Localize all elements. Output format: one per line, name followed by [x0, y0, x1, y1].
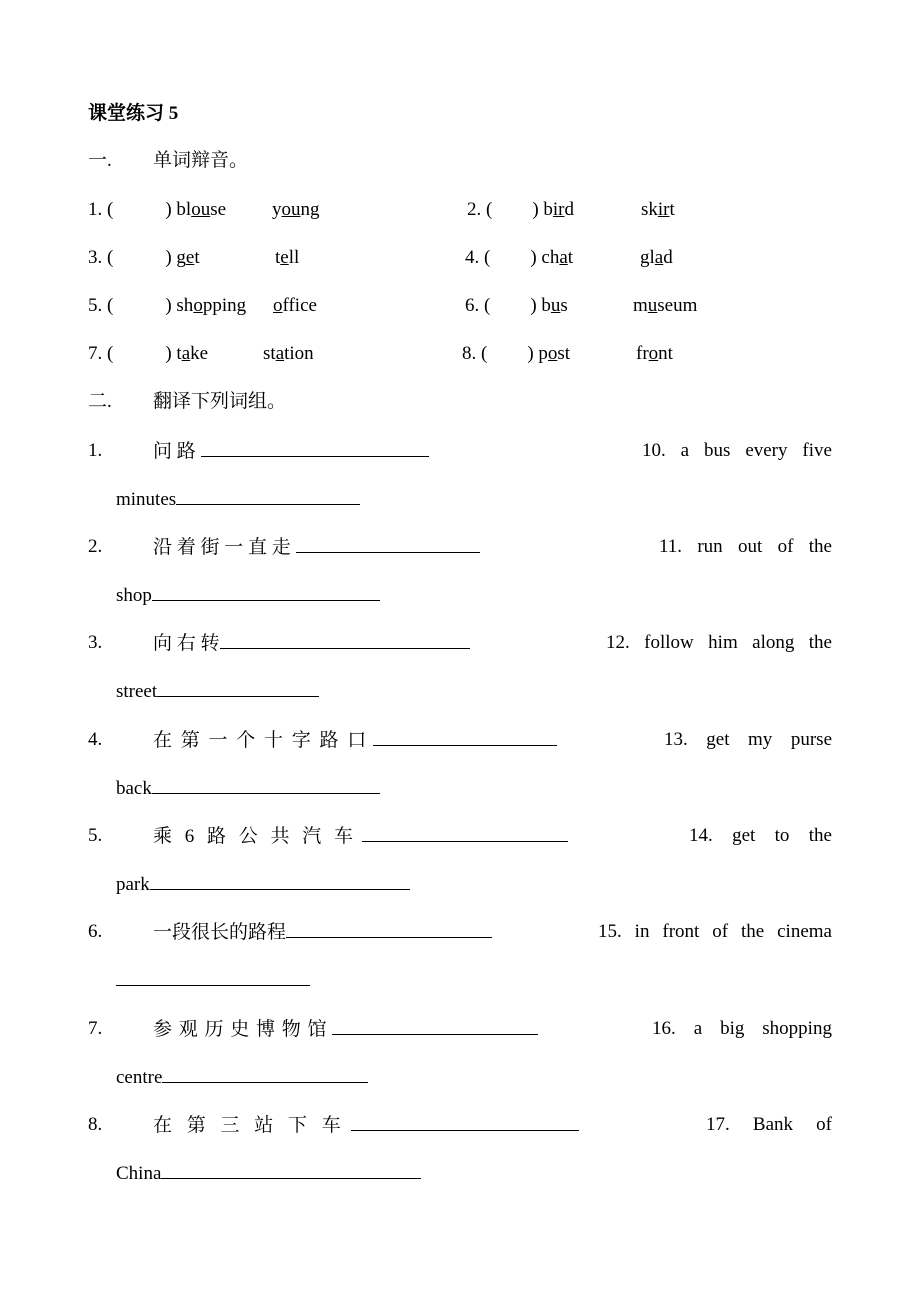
- phonics-item-3-word-2: tell: [275, 247, 300, 268]
- item-label: 1. (: [88, 199, 114, 220]
- item-label: 6. (: [465, 295, 491, 316]
- item-label: 5. (: [88, 295, 114, 316]
- translation-row-14-english: 14. get to the: [689, 825, 832, 846]
- translation-row-2-number: 2.: [88, 536, 103, 557]
- word-1: post: [538, 343, 571, 364]
- section2-number: 二.: [88, 391, 112, 412]
- answer-blank[interactable]: [116, 970, 310, 986]
- phonics-item-7: [88, 344, 208, 363]
- page-title: 课堂练习 5: [88, 103, 179, 124]
- translation-row-3-chinese: 向 右 转: [153, 633, 470, 653]
- answer-blank[interactable]: [162, 1067, 368, 1083]
- translation-row-5-number: 5.: [88, 825, 103, 846]
- answer-paren: ): [530, 295, 537, 316]
- phonics-item-4-word-2: glad: [640, 247, 673, 268]
- word-1: get: [176, 247, 200, 268]
- answer-blank[interactable]: [152, 778, 380, 794]
- answer-blank[interactable]: [373, 730, 557, 746]
- answer-blank[interactable]: [362, 826, 568, 842]
- answer-paren: ): [165, 295, 172, 316]
- word-1: chat: [541, 247, 574, 268]
- phonics-item-3: [88, 248, 200, 267]
- translation-row-12-english: 12. follow him along the: [606, 632, 832, 653]
- item-label: 3. (: [88, 247, 114, 268]
- translation-row-13-continuation: back: [116, 778, 380, 798]
- translation-row-4-number: 4.: [88, 729, 103, 750]
- phonics-item-8-word-2: front: [636, 343, 673, 364]
- translation-row-12-continuation: street: [116, 681, 319, 701]
- phonics-item-4: [465, 248, 573, 267]
- translation-row-10-continuation: minutes: [116, 489, 360, 509]
- answer-paren: ): [165, 343, 172, 364]
- item-label: 8. (: [462, 343, 488, 364]
- item-label: 7. (: [88, 343, 114, 364]
- translation-row-7-number: 7.: [88, 1018, 103, 1039]
- translation-row-16-english: 16. a big shopping: [652, 1018, 832, 1039]
- translation-row-10-english: 10. a bus every five: [642, 440, 832, 461]
- section1-number: 一.: [88, 150, 112, 171]
- word-1: take: [176, 343, 209, 364]
- answer-blank[interactable]: [150, 874, 410, 890]
- answer-paren: ): [527, 343, 534, 364]
- answer-blank[interactable]: [152, 585, 380, 601]
- translation-row-6-number: 6.: [88, 921, 103, 942]
- translation-row-5-chinese: 乘 6 路 公 共 汽 车: [153, 826, 568, 846]
- translation-row-3-number: 3.: [88, 632, 103, 653]
- answer-paren: ): [165, 247, 172, 268]
- translation-row-11-continuation: shop: [116, 585, 380, 605]
- word-1: bird: [543, 199, 575, 220]
- answer-blank[interactable]: [332, 1019, 538, 1035]
- word-1: shopping: [176, 295, 247, 316]
- section2-heading: 翻译下列词组。: [153, 391, 287, 412]
- word-1: blouse: [176, 199, 227, 220]
- phonics-item-6-word-2: museum: [633, 295, 698, 316]
- phonics-item-1: [88, 200, 226, 219]
- item-label: 2. (: [467, 199, 493, 220]
- translation-row-8-number: 8.: [88, 1114, 103, 1135]
- answer-paren: ): [165, 199, 172, 220]
- translation-row-15-english: 15. in front of the cinema: [598, 921, 832, 942]
- phonics-item-2-word-2: skirt: [641, 199, 675, 220]
- phonics-item-2: [467, 200, 574, 219]
- translation-row-1-chinese: 问 路: [153, 441, 429, 461]
- translation-row-6-chinese: 一段很长的路程: [153, 922, 492, 942]
- answer-blank[interactable]: [201, 441, 429, 457]
- answer-blank[interactable]: [157, 681, 319, 697]
- phonics-item-6: [465, 296, 568, 315]
- translation-row-17-continuation: China: [116, 1163, 421, 1183]
- phonics-item-8: [462, 344, 570, 363]
- phonics-item-5-word-2: office: [273, 295, 317, 316]
- translation-row-8-chinese: 在 第 三 站 下 车: [153, 1115, 579, 1135]
- answer-blank[interactable]: [296, 537, 480, 553]
- answer-blank[interactable]: [286, 922, 492, 938]
- answer-paren: ): [530, 247, 537, 268]
- translation-row-11-english: 11. run out of the: [659, 536, 832, 557]
- translation-row-7-chinese: 参 观 历 史 博 物 馆: [153, 1019, 538, 1039]
- translation-row-13-english: 13. get my purse: [664, 729, 832, 750]
- translation-row-2-chinese: 沿 着 街 一 直 走: [153, 537, 480, 557]
- translation-row-14-continuation: park: [116, 874, 410, 894]
- phonics-item-1-word-2: young: [272, 199, 320, 220]
- translation-row-17-english: 17. Bank of: [706, 1114, 832, 1135]
- answer-blank[interactable]: [351, 1115, 579, 1131]
- phonics-item-7-word-2: station: [263, 343, 314, 364]
- translation-row-15-continuation: [116, 970, 310, 990]
- section1-heading: 单词辩音。: [153, 150, 249, 171]
- answer-paren: ): [532, 199, 539, 220]
- answer-blank[interactable]: [176, 489, 360, 505]
- translation-row-16-continuation: centre: [116, 1067, 368, 1087]
- answer-blank[interactable]: [161, 1163, 421, 1179]
- phonics-item-5: [88, 296, 246, 315]
- answer-blank[interactable]: [220, 633, 470, 649]
- translation-row-1-number: 1.: [88, 440, 103, 461]
- word-1: bus: [541, 295, 568, 316]
- item-label: 4. (: [465, 247, 491, 268]
- translation-row-4-chinese: 在 第 一 个 十 字 路 口: [153, 730, 557, 750]
